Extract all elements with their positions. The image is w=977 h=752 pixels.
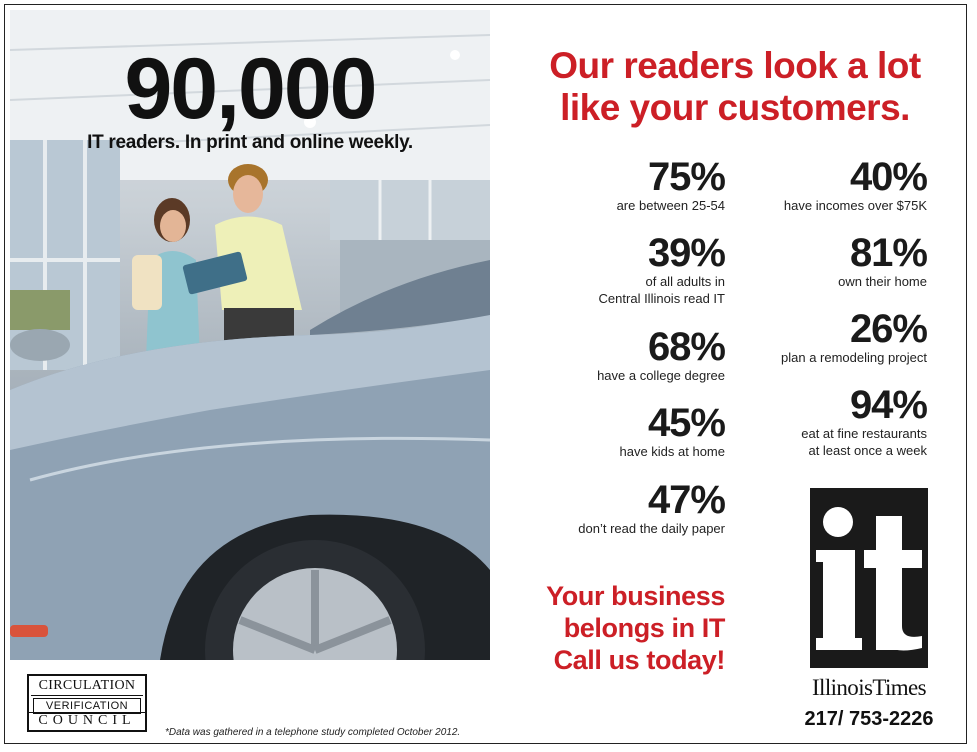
- badge-line-2: VERIFICATION: [33, 698, 141, 714]
- stat-income: [765, 157, 927, 214]
- headline: [505, 45, 965, 129]
- reader-count-caption: IT readers. In print and online weekly.: [87, 132, 413, 153]
- stat-percent: 45%: [647, 401, 725, 445]
- badge-line-1: CIRCULATION: [31, 678, 143, 696]
- stat-percent: 26%: [849, 307, 927, 351]
- cta-line-3: Call us today!: [553, 645, 725, 675]
- headline-line-1: Our readers look a lot: [549, 45, 921, 86]
- stat-percent: 94%: [849, 383, 927, 427]
- stat-restaurants: [765, 385, 927, 459]
- badge-line-3: COUNCIL: [29, 712, 145, 729]
- stat-description: plan a remodeling project: [781, 350, 927, 365]
- brand-name: IllinoisTimes: [811, 675, 927, 700]
- call-to-action: [525, 580, 725, 676]
- stat-description: own their home: [838, 274, 927, 289]
- couple-with-car-photo: [10, 10, 490, 660]
- cta-line-2: belongs in IT: [563, 613, 725, 643]
- stat-age: [565, 157, 725, 214]
- illinois-times-it-logo: [810, 488, 928, 668]
- stat-kids: [565, 403, 725, 460]
- stat-daily-paper: [565, 480, 725, 537]
- stat-readership: [565, 233, 725, 307]
- stat-description: at least once a week: [808, 443, 927, 458]
- stat-percent: 40%: [849, 155, 927, 199]
- stat-description: are between 25-54: [616, 198, 725, 213]
- advertisement: [4, 4, 967, 744]
- stat-description: of all adults in: [645, 274, 725, 289]
- stat-remodeling: [765, 309, 927, 366]
- stat-percent: 81%: [849, 231, 927, 275]
- headline-line-2: like your customers.: [560, 87, 910, 128]
- stat-description: have kids at home: [619, 444, 725, 459]
- stat-description: don’t read the daily paper: [578, 521, 725, 536]
- footnote: *Data was gathered in a telephone study completed October 2012.: [165, 727, 461, 738]
- phone-number: 217/ 753-2226: [804, 708, 934, 730]
- stat-description: eat at fine restaurants: [801, 426, 927, 441]
- stat-percent: 68%: [647, 325, 725, 369]
- stat-description: have incomes over $75K: [783, 198, 927, 213]
- stat-description: Central Illinois read IT: [598, 291, 725, 306]
- reader-count: 90,000: [124, 41, 376, 137]
- stat-percent: 39%: [647, 231, 725, 275]
- stat-home-ownership: [765, 233, 927, 290]
- stat-percent: 75%: [647, 155, 725, 199]
- cta-line-1: Your business: [546, 581, 725, 611]
- stat-percent: 47%: [647, 478, 725, 522]
- stat-college: [565, 327, 725, 384]
- cvc-seal: [27, 674, 147, 732]
- stat-description: have a college degree: [597, 368, 725, 383]
